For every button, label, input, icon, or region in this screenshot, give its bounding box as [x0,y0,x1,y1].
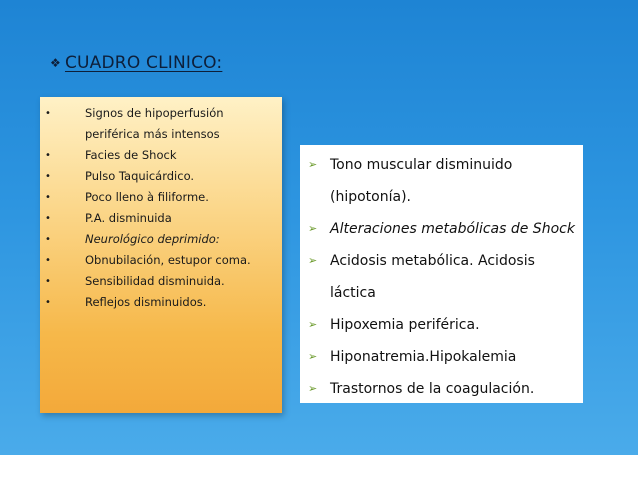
list-item [308,373,575,405]
list-item [308,181,575,213]
bullet-dot-icon: • [45,234,51,245]
list-item [40,292,282,313]
list-item [40,229,282,250]
list-item [308,277,575,309]
list-item-text: Neurológico deprimido: [85,232,220,246]
list-item [308,341,575,373]
list-item [40,208,282,229]
list-item-text: P.A. disminuida [85,211,172,225]
bullet-dot-icon: • [45,171,51,182]
list-item-text: Tono muscular disminuido [330,157,513,173]
bullet-dot-icon: • [45,150,51,161]
list-item [308,149,575,181]
slide-bottom-strip [0,455,638,479]
bullet-dot-icon: • [45,276,51,287]
arrow-bullet-icon: ➢ [308,382,318,395]
arrow-bullet-icon: ➢ [308,350,318,363]
slide-title-text: CUADRO CLINICO: [64,53,223,73]
list-item [308,213,575,245]
arrow-bullet-icon: ➢ [308,254,318,267]
list-item-text: Signos de hipoperfusión [85,106,224,120]
bullet-dot-icon: • [45,255,51,266]
arrow-bullet-icon: ➢ [308,222,318,235]
list-item-text: (hipotonía). [330,189,411,205]
list-item-text: Acidosis metabólica. Acidosis [330,253,535,269]
list-item [40,103,282,124]
list-item-text: Reflejos disminuidos. [85,295,207,309]
bullet-dot-icon: • [45,297,51,308]
list-item-text: periférica más intensos [85,127,220,141]
diamond-bullets-icon: ❖ [50,56,61,70]
list-item [308,245,575,277]
list-item [308,309,575,341]
list-item-text: Trastornos de la coagulación. [330,381,535,397]
arrow-bullet-icon: ➢ [308,318,318,331]
list-item-text: Pulso Taquicárdico. [85,169,195,183]
right-text-box [300,145,583,403]
list-item-text: Poco lleno à filiforme. [85,190,209,204]
list-item-text: Hipoxemia periférica. [330,317,480,333]
list-item [40,250,282,271]
arrow-bullet-icon: ➢ [308,158,318,171]
list-item-text: Obnubilación, estupor coma. [85,253,251,267]
right-bullet-list [308,149,575,405]
list-item [40,187,282,208]
slide-title [50,53,222,73]
bullet-dot-icon: • [45,108,51,119]
left-text-box [40,97,282,413]
list-item-text: láctica [330,285,376,301]
list-item-text: Hiponatremia.Hipokalemia [330,349,517,365]
list-item-text: Sensibilidad disminuida. [85,274,225,288]
bullet-dot-icon: • [45,213,51,224]
list-item-text: Alteraciones metabólicas de Shock [330,221,575,237]
left-bullet-list [40,103,282,313]
list-item-text: Facies de Shock [85,148,177,162]
list-item [40,124,282,145]
list-item [40,145,282,166]
list-item [40,166,282,187]
bullet-dot-icon: • [45,192,51,203]
list-item [40,271,282,292]
